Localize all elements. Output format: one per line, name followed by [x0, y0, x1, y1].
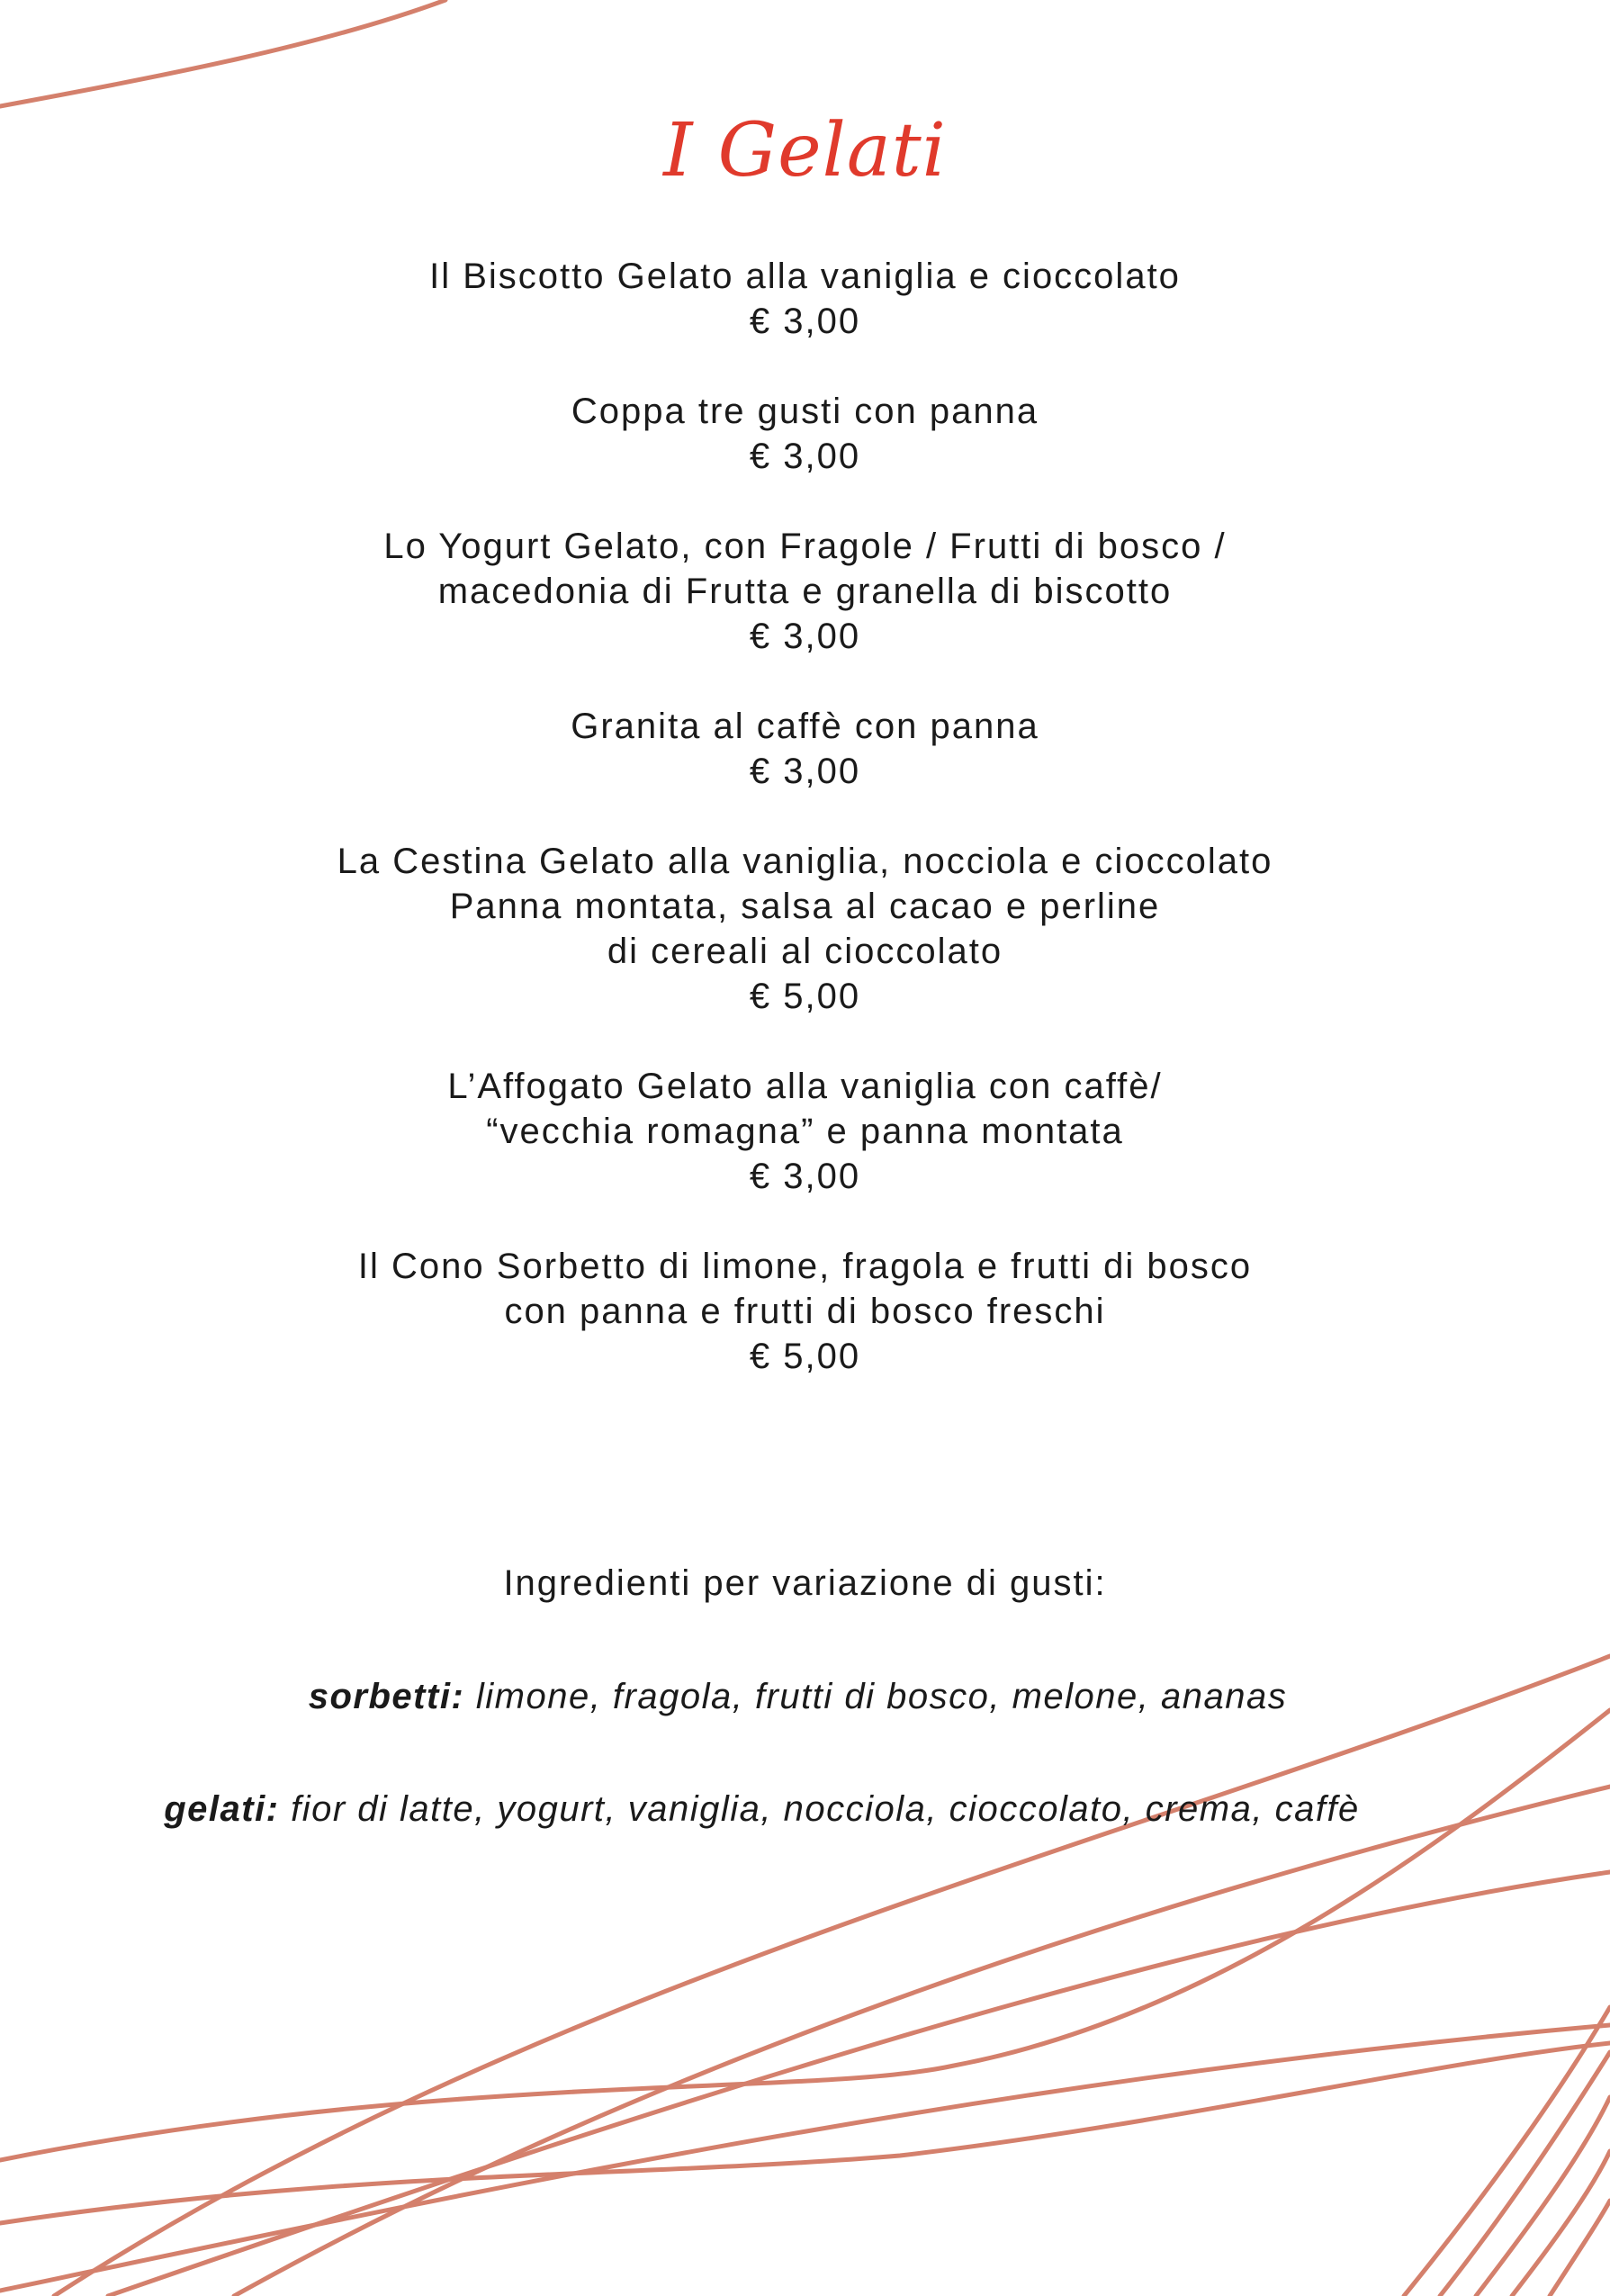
sorbetti-label: sorbetti: [308, 1677, 476, 1716]
gelati-list: fior di latte, yogurt, vaniglia, nocciola, cioccolato, crema, caffè [291, 1789, 1360, 1829]
item-price: € 3,00 [749, 302, 861, 341]
item-description: Il Cono Sorbetto di limone, fragola e frutti di bosco [357, 1247, 1253, 1286]
item-price: € 3,00 [749, 617, 861, 656]
sorbetti-list: limone, fragola, frutti di bosco, melone, ananas [475, 1677, 1288, 1716]
item-description: “vecchia romagna” e panna montata [486, 1112, 1124, 1151]
item-description: Coppa tre gusti con panna [571, 392, 1039, 431]
ingredients-heading: Ingredienti per variazione di gusti: [503, 1563, 1107, 1603]
item-price: € 3,00 [749, 752, 861, 791]
item-description: con panna e frutti di bosco freschi [504, 1292, 1106, 1331]
menu-list [0, 254, 1610, 1424]
item-price: € 3,00 [749, 437, 861, 476]
menu-item [0, 839, 1610, 1019]
item-description: La Cestina Gelato alla vaniglia, nocciola e cioccolato [337, 842, 1273, 881]
item-description: Lo Yogurt Gelato, con Fragole / Frutti di bosco / [383, 527, 1227, 566]
item-description: macedonia di Frutta e granella di biscotto [437, 572, 1173, 611]
menu-item [0, 254, 1610, 344]
menu-item [0, 524, 1610, 659]
item-price: € 3,00 [749, 1157, 861, 1196]
sorbetti-flavors [0, 1674, 1603, 1719]
gelati-label: gelati: [164, 1789, 292, 1829]
menu-item [0, 704, 1610, 794]
item-description: Il Biscotto Gelato alla vaniglia e cioccolato [429, 257, 1181, 296]
item-description: Panna montata, salsa al cacao e perline [449, 887, 1161, 926]
item-description: Granita al caffè con panna [571, 707, 1039, 746]
menu-item [0, 389, 1610, 479]
item-description: di cereali al cioccolato [607, 932, 1003, 971]
page-title: I Gelati [663, 108, 947, 194]
menu-item [0, 1244, 1610, 1379]
item-description: L’Affogato Gelato alla vaniglia con caffè/ [447, 1067, 1163, 1106]
gelati-flavors [0, 1787, 1567, 1832]
menu-item [0, 1064, 1610, 1199]
item-price: € 5,00 [749, 977, 861, 1016]
item-price: € 5,00 [749, 1337, 861, 1376]
